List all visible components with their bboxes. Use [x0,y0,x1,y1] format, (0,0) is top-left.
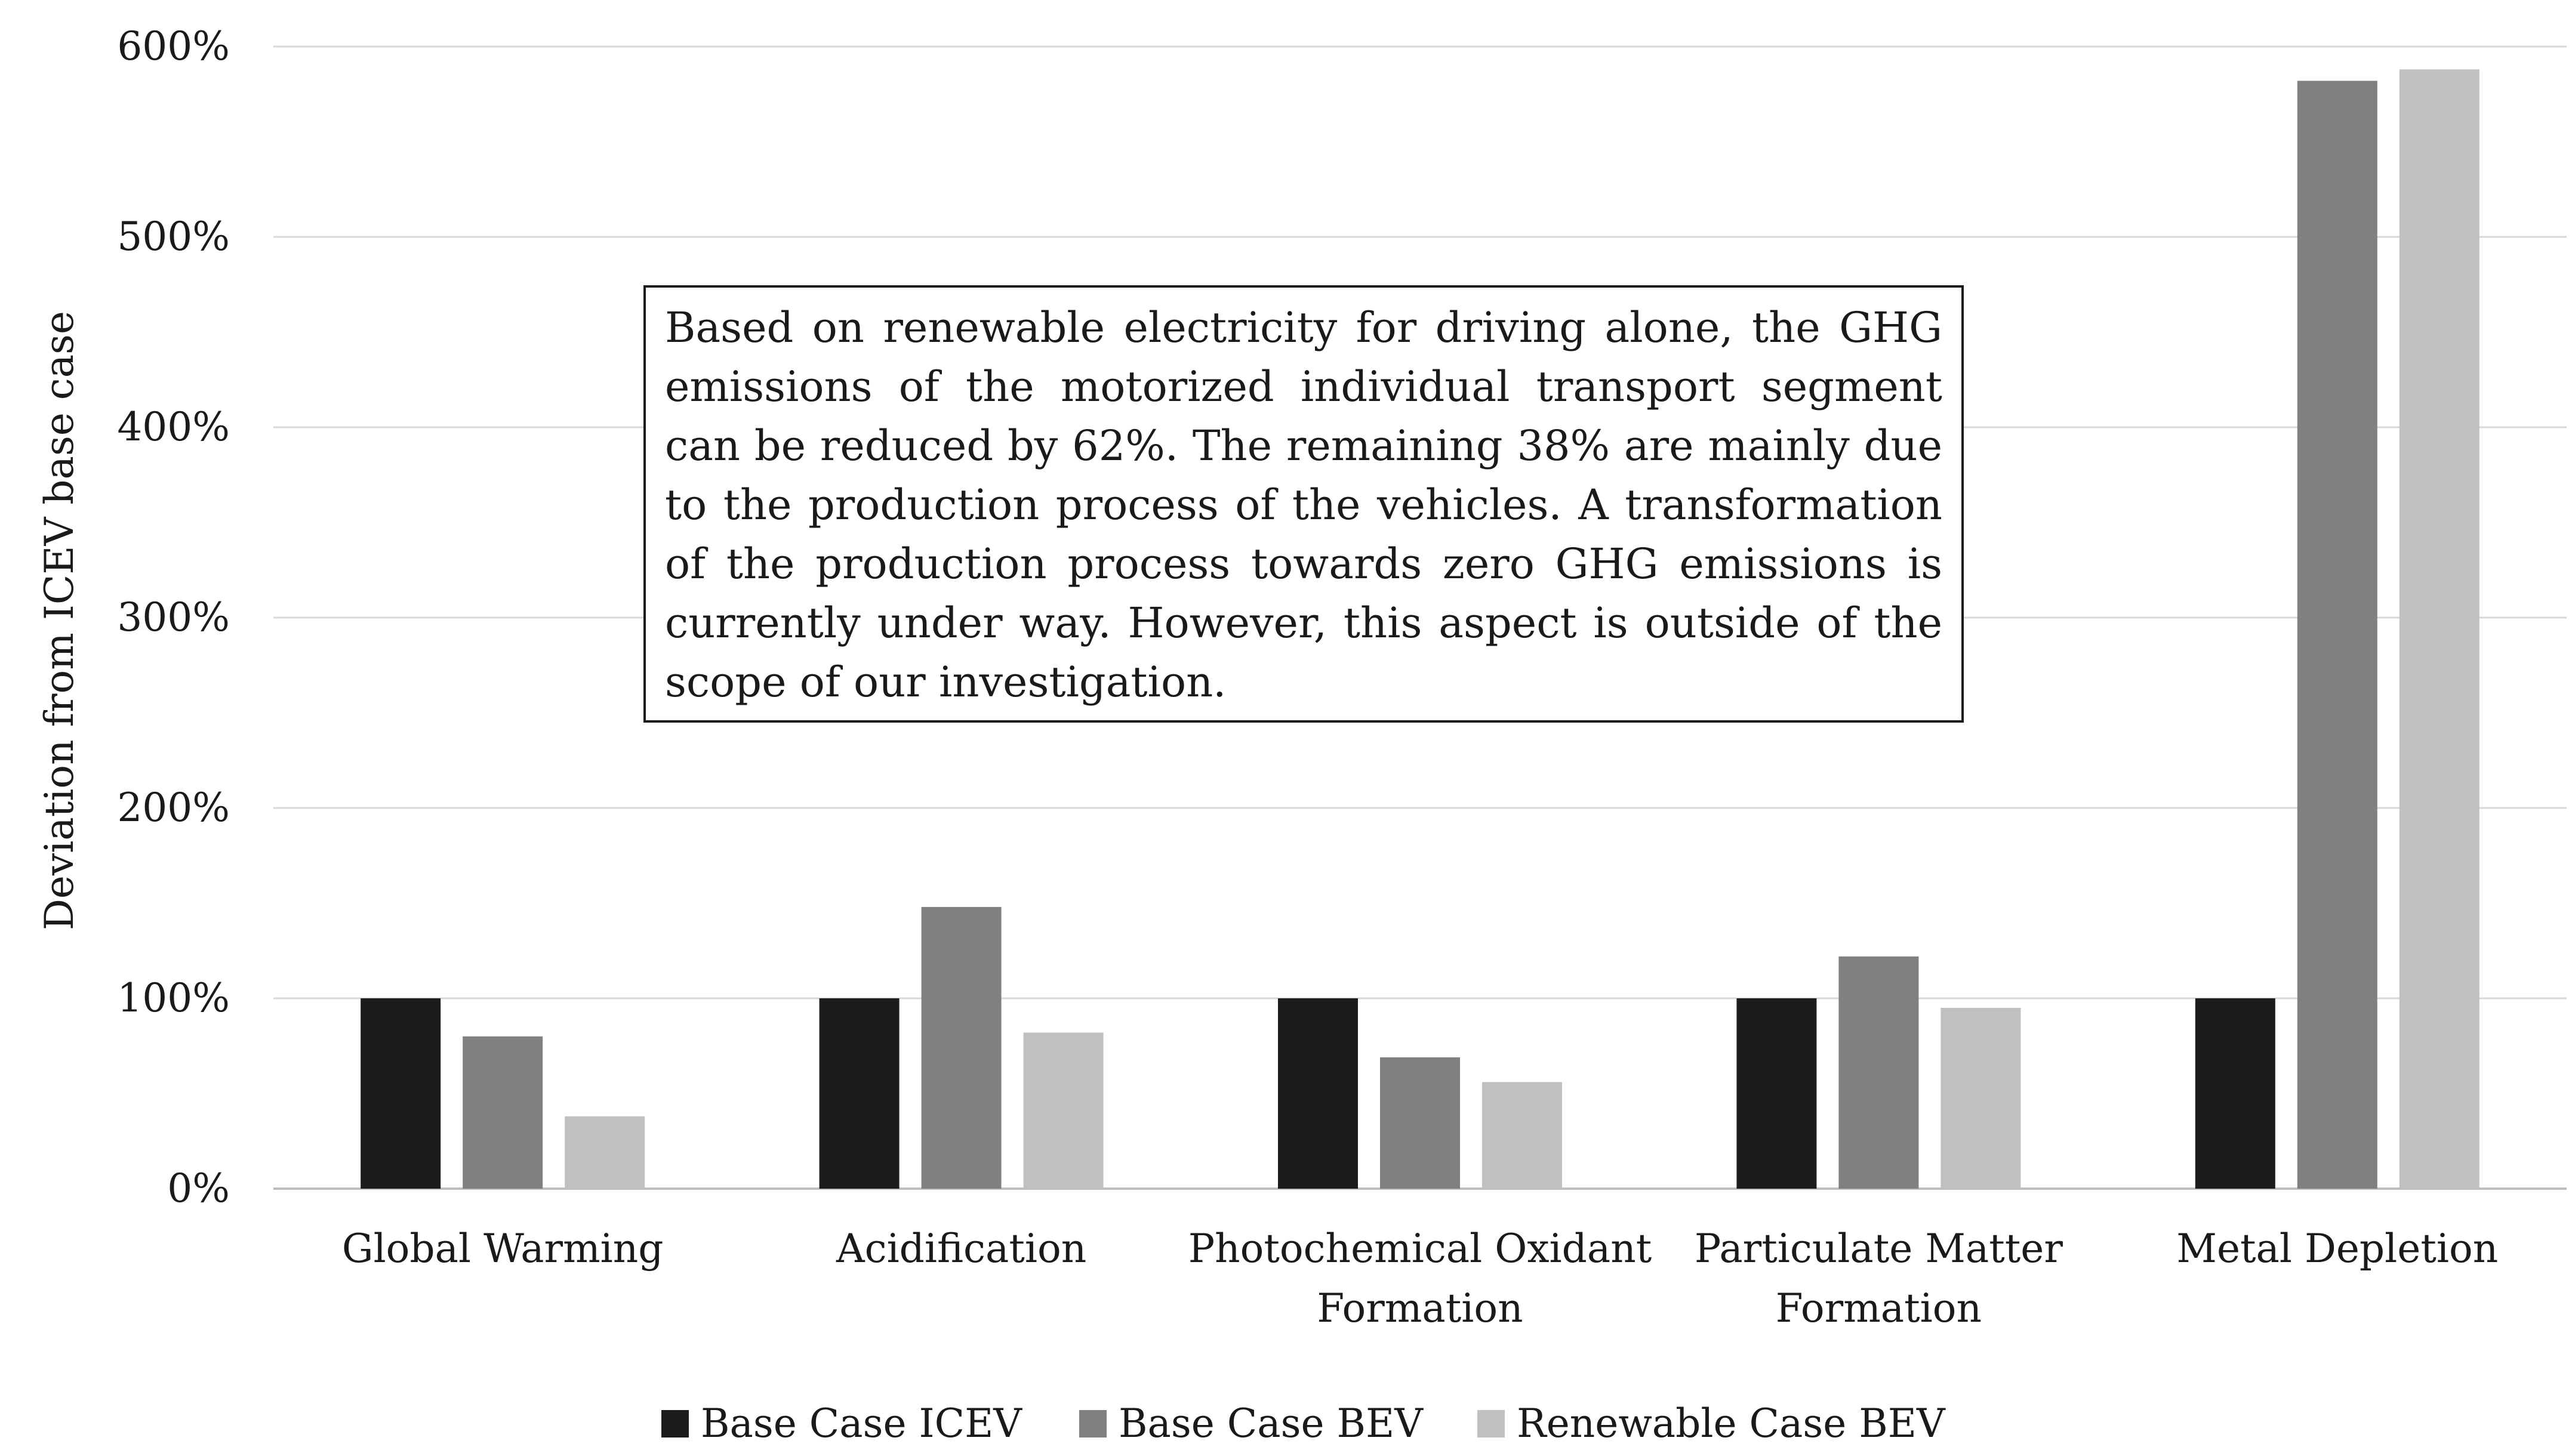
bar [2297,81,2377,1189]
y-tick-label: 0% [167,1165,230,1211]
bar [2400,69,2479,1189]
y-tick-label: 100% [117,975,230,1021]
legend [661,1401,1946,1446]
bar [820,998,900,1189]
legend-swatch [1477,1410,1505,1438]
x-category-label: Formation [1775,1285,1982,1331]
bar [1838,957,1918,1189]
bar [2195,998,2275,1189]
bar [463,1037,543,1189]
bar [361,998,441,1189]
legend-swatch [661,1410,689,1438]
legend-label: Renewable Case BEV [1517,1401,1945,1446]
bar [1278,998,1358,1189]
x-axis-categories [342,1226,2498,1331]
bar [1380,1057,1460,1189]
annotation-box: Based on renewable electricity for driving alone, the GHG emissions of the motorized individual transport segment can be reduced by 62%. The remaining 38% are mainly due to the production process of the vehicles. A transformation of the production process towards zero GHG emissions is currently under way. However, this aspect is outside of the scope of our investigation. [643,285,1964,723]
bar [1482,1082,1562,1189]
bar [922,907,1002,1189]
bar [1024,1032,1104,1189]
y-axis-title: Deviation from ICEV base case [36,311,82,930]
legend-label: Base Case ICEV [701,1401,1022,1446]
bar [1736,998,1816,1189]
x-category-label: Particulate Matter [1694,1226,2063,1272]
x-category-label: Acidification [836,1226,1087,1272]
y-tick-label: 600% [117,23,230,69]
y-tick-label: 200% [117,785,230,831]
x-category-label: Global Warming [341,1226,664,1272]
y-tick-label: 300% [117,594,230,640]
bar [565,1116,645,1189]
x-category-label: Formation [1317,1285,1523,1331]
y-tick-label: 400% [117,404,230,450]
legend-label: Base Case BEV [1119,1401,1423,1446]
x-category-label: Photochemical Oxidant [1188,1226,1652,1272]
bar [1941,1008,2020,1189]
legend-swatch [1079,1410,1107,1438]
x-category-label: Metal Depletion [2176,1226,2499,1272]
y-axis-ticks [117,23,230,1211]
y-tick-label: 500% [117,214,230,260]
